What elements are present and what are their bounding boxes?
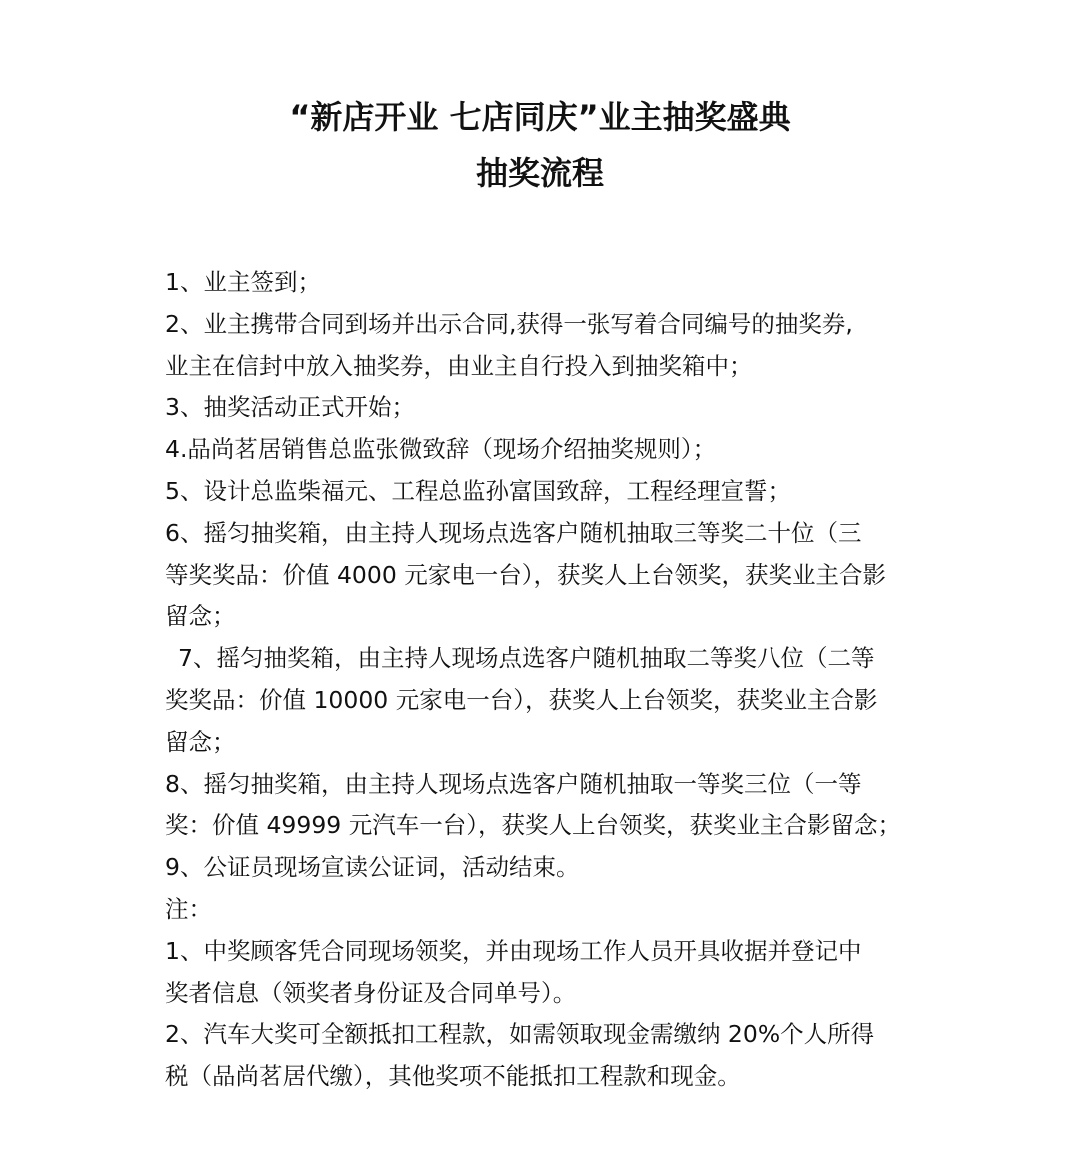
step-7-line-1: 7、摇匀抽奖箱，由主持人现场点选客户随机抽取二等奖八位（二等 — [178, 644, 875, 673]
step-6 — [165, 513, 925, 638]
step-7 — [165, 638, 925, 763]
document-body — [165, 262, 925, 1098]
note-2-line-2: 税（品尚茗居代缴），其他奖项不能抵扣工程款和现金。 — [165, 1062, 741, 1091]
step-2 — [165, 304, 925, 388]
note-1-line-1: 1、中奖顾客凭合同现场领奖，并由现场工作人员开具收据并登记中 — [165, 936, 862, 965]
step-8-line-2: 奖：价值 49999 元汽车一台），获奖人上台领奖，获奖业主合影留念； — [165, 811, 901, 840]
note-heading — [165, 889, 925, 931]
step-8-line-1: 8、摇匀抽奖箱，由主持人现场点选客户随机抽取一等奖三位（一等 — [165, 769, 862, 798]
step-8 — [165, 764, 925, 848]
document-subtitle: 抽奖流程 — [475, 154, 604, 192]
step-3-line-1: 3、抽奖活动正式开始； — [165, 393, 415, 422]
step-5 — [165, 471, 925, 513]
step-6-line-1: 6、摇匀抽奖箱，由主持人现场点选客户随机抽取三等奖二十位（三 — [165, 518, 862, 547]
note-1-line-2: 奖者信息（领奖者身份证及合同单号）。 — [165, 978, 577, 1007]
step-9-line-1: 9、公证员现场宣读公证词，活动结束。 — [165, 853, 580, 882]
note-2-line-1: 2、汽车大奖可全额抵扣工程款，如需领取现金需缴纳 20%个人所得 — [165, 1020, 875, 1049]
step-6-line-3: 留念； — [165, 602, 236, 631]
step-9 — [165, 847, 925, 889]
step-7-line-2: 奖奖品：价值 10000 元家电一台），获奖人上台领奖，获奖业主合影 — [165, 685, 878, 714]
note-heading-label: 注： — [165, 894, 212, 923]
step-4-line-1: 4.品尚茗居销售总监张微致辞（现场介绍抽奖规则）； — [165, 435, 717, 464]
step-2-line-1: 2、业主携带合同到场并出示合同,获得一张写着合同编号的抽奖券, — [165, 309, 853, 338]
step-3 — [165, 387, 925, 429]
step-2-line-2: 业主在信封中放入抽奖券，由业主自行投入到抽奖箱中； — [165, 351, 753, 380]
note-1 — [165, 931, 925, 1015]
note-2 — [165, 1014, 925, 1098]
step-7-line-3: 留念； — [165, 727, 236, 756]
step-6-line-2: 等奖奖品：价值 4000 元家电一台），获奖人上台领奖，获奖业主合影 — [165, 560, 886, 589]
step-4 — [165, 429, 925, 471]
step-1-line-1: 1、业主签到； — [165, 268, 321, 296]
document-title: “新店开业 七店同庆”业主抽奖盛典 — [289, 98, 791, 136]
step-1 — [165, 262, 925, 304]
step-5-line-1: 5、设计总监柴福元、工程总监孙富国致辞，工程经理宣誓； — [165, 476, 791, 505]
